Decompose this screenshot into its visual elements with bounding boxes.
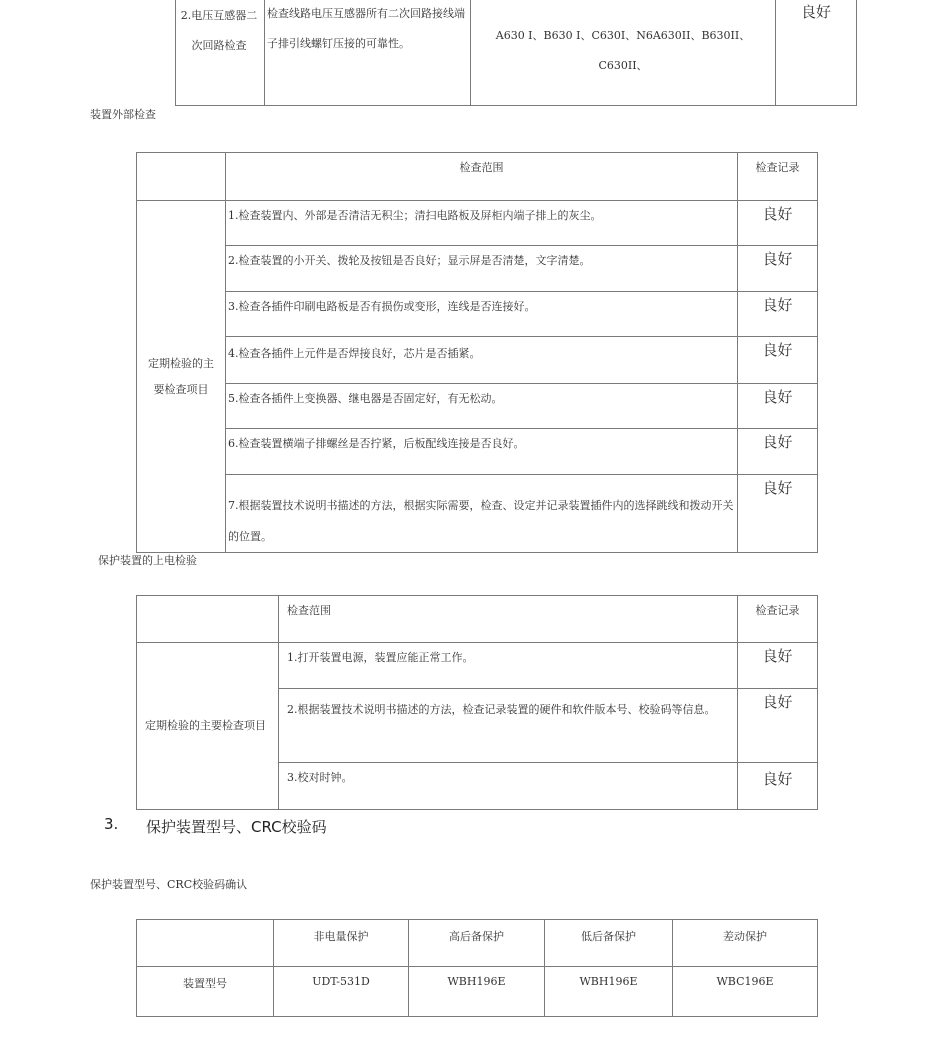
external-result-1: 良好: [738, 201, 818, 246]
model-header-high-backup: 高后备保护: [409, 920, 545, 967]
model-value-high-backup: WBH196E: [409, 967, 545, 1017]
power-result-2: 良好: [738, 689, 818, 763]
power-header-scope: 检查范围: [279, 596, 738, 643]
top-content-text: 检查线路电压互感器所有二次回路接线端子排引线螺钉压接的可靠性。: [267, 7, 465, 50]
model-header-low-backup: 低后备保护: [545, 920, 673, 967]
external-result-5: 良好: [738, 384, 818, 429]
top-content-cell: [265, 0, 471, 106]
external-header-record: 检查记录: [738, 153, 818, 201]
external-row-6: 6.检查装置横端子排螺丝是否拧紧，后板配线连接是否良好。: [226, 429, 738, 475]
external-row-group: [137, 201, 226, 553]
external-row-1: 1.检查装置内、外部是否清洁无积尘；清扫电路板及屏柜内端子排上的灰尘。: [226, 201, 738, 246]
power-row-2: 2.根据装置技术说明书描述的方法，检查记录装置的硬件和软件版本号、校验码等信息。: [279, 689, 738, 763]
top-scope-text: A630 Ⅰ、B630 Ⅰ、C630I、N6A630II、B630II、C630II、: [495, 29, 751, 72]
power-header-record: 检查记录: [738, 596, 818, 643]
external-result-2: 良好: [738, 246, 818, 292]
power-row-group-label: 定期检验的主要检查项目: [145, 719, 266, 732]
external-result-3: 良好: [738, 292, 818, 337]
top-result: 良好: [800, 3, 831, 21]
external-header-empty: [137, 153, 226, 201]
model-value-differential: WBC196E: [673, 967, 818, 1017]
external-check-table: [136, 152, 818, 553]
model-table: [136, 919, 818, 1017]
external-result-7: 良好: [738, 475, 818, 553]
model-value-low-backup: WBH196E: [545, 967, 673, 1017]
external-row-3: 3.检查各插件印刷电路板是否有损伤或变形，连线是否连接好。: [226, 292, 738, 337]
power-row-group: [137, 643, 279, 810]
top-item-cell: [176, 0, 265, 106]
power-header-empty: [137, 596, 279, 643]
model-table-caption: 保护装置型号、CRC校验码确认: [90, 878, 248, 891]
model-header-empty: [137, 920, 274, 967]
external-row-group-label: 定期检验的主要检查项目: [148, 356, 214, 396]
power-row-3: 3.校对时钟。: [279, 763, 738, 810]
power-result-3: 良好: [738, 763, 818, 810]
external-row-2: 2.检查装置的小开关、拨轮及按钮是否良好；显示屏是否清楚，文字清楚。: [226, 246, 738, 292]
model-row-label: 装置型号: [137, 967, 274, 1017]
external-row-7: 7.根据装置技术说明书描述的方法，根据实际需要，检查、设定并记录装置插件内的选择跳线和拨动开关的位置。: [226, 475, 738, 553]
external-row-4: 4.检查各插件上元件是否焊接良好，芯片是否插紧。: [226, 337, 738, 384]
external-row-5: 5.检查各插件上变换器、继电器是否固定好，有无松动。: [226, 384, 738, 429]
external-check-caption: 装置外部检查: [90, 108, 156, 121]
model-value-non-electric: UDT-531D: [274, 967, 409, 1017]
top-scope-cell: [471, 0, 776, 106]
external-result-6: 良好: [738, 429, 818, 475]
power-on-caption: 保护装置的上电检验: [98, 554, 197, 567]
model-header-non-electric: 非电量保护: [274, 920, 409, 967]
power-row-1: 1.打开装置电源，装置应能正常工作。: [279, 643, 738, 689]
top-result-cell: [776, 0, 857, 106]
power-on-table: [136, 595, 818, 810]
external-header-scope: 检查范围: [226, 153, 738, 201]
section-3-title: 保护装置型号、CRC校验码: [146, 818, 327, 836]
power-result-1: 良好: [738, 643, 818, 689]
model-header-differential: 差动保护: [673, 920, 818, 967]
section-3-number: 3.: [104, 815, 119, 833]
top-item-text: 2.电压互感器二次回路检查: [180, 9, 258, 52]
external-result-4: 良好: [738, 337, 818, 384]
top-check-table: [175, 0, 857, 106]
